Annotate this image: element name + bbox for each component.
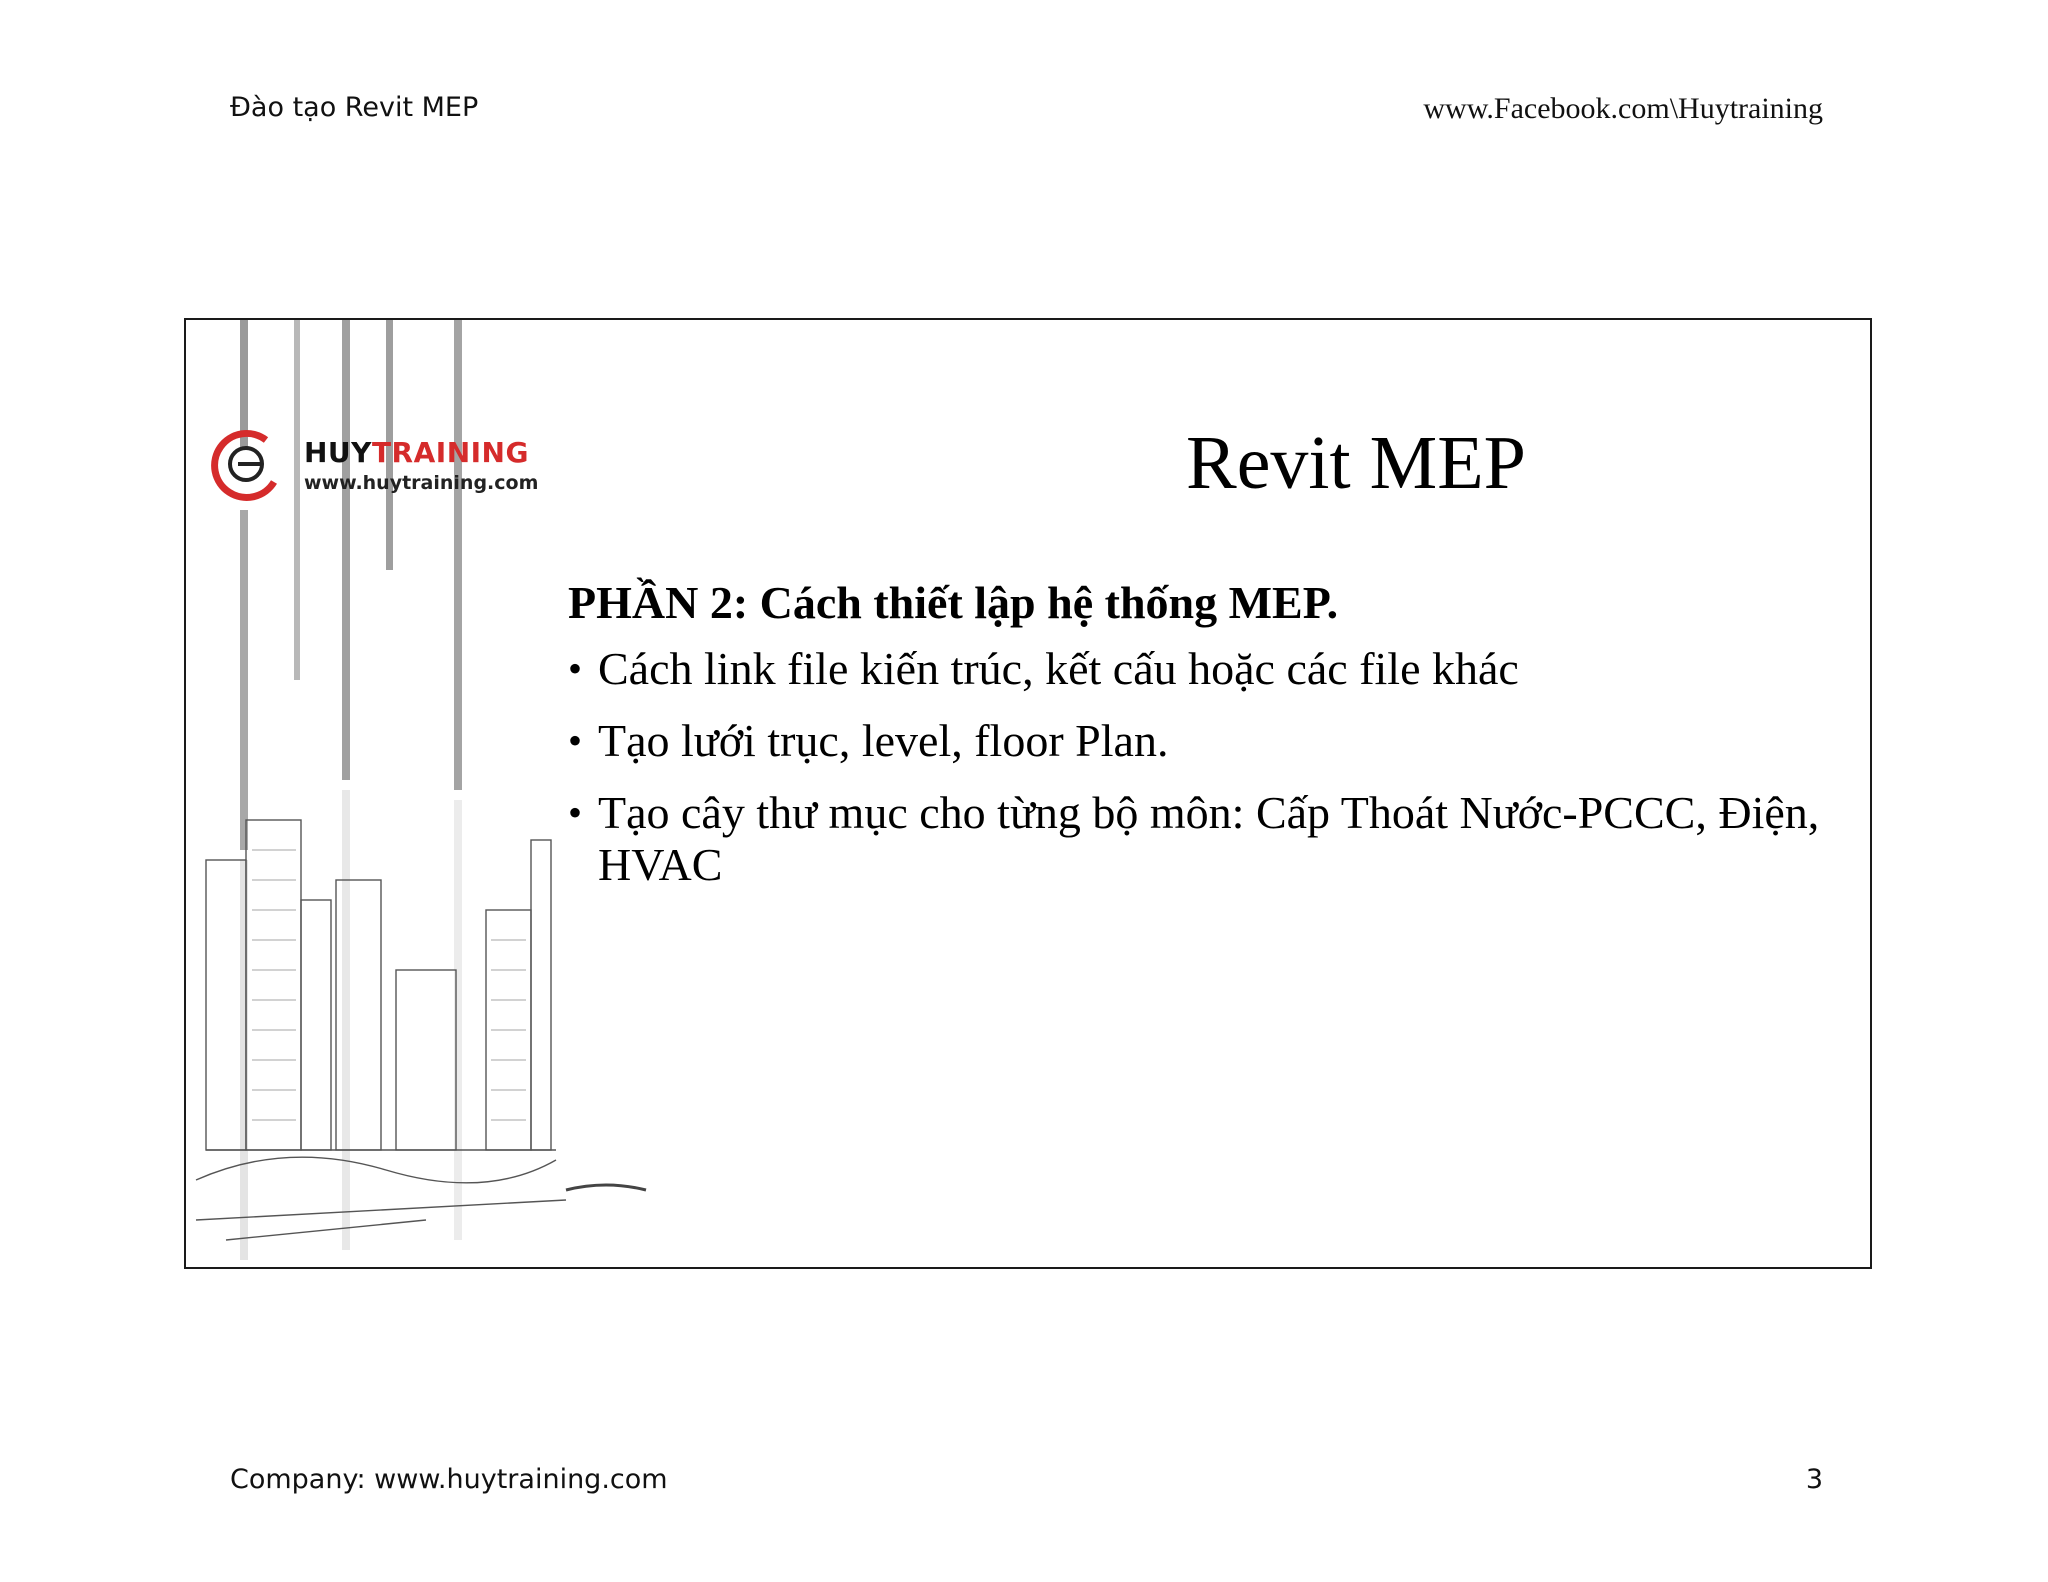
- logo-brand-text: HUYTRAINING: [304, 436, 529, 469]
- bullet-dot-icon: •: [568, 646, 583, 691]
- bullet-list: [568, 643, 1828, 891]
- header-course-title: Đào tạo Revit MEP: [230, 92, 479, 123]
- slide-content: [568, 576, 1828, 911]
- logo-url-text: www.huytraining.com: [304, 472, 539, 494]
- bullet-dot-icon: •: [568, 790, 583, 835]
- bullet-item: • Cách link file kiến trúc, kết cấu hoặc các file khác: [568, 643, 1519, 694]
- huytraining-logo: [208, 426, 539, 506]
- bullet-item: • Tạo cây thư mục cho từng bộ môn: Cấp Thoát Nước-PCCC, Điện, HVAC: [568, 787, 1820, 890]
- section-heading: PHẦN 2: Cách thiết lập hệ thống MEP.: [568, 577, 1339, 628]
- slide-frame: [184, 318, 1872, 1269]
- page-number: 3: [1805, 1464, 1823, 1495]
- slide-title: Revit MEP: [1186, 421, 1526, 505]
- logo-emblem-icon: [208, 426, 288, 506]
- footer-company: Company: www.huytraining.com: [230, 1464, 668, 1495]
- bullet-dot-icon: •: [568, 718, 583, 763]
- header-facebook-link[interactable]: www.Facebook.com\Huytraining: [1423, 92, 1823, 125]
- bullet-item: • Tạo lưới trục, level, floor Plan.: [568, 715, 1169, 766]
